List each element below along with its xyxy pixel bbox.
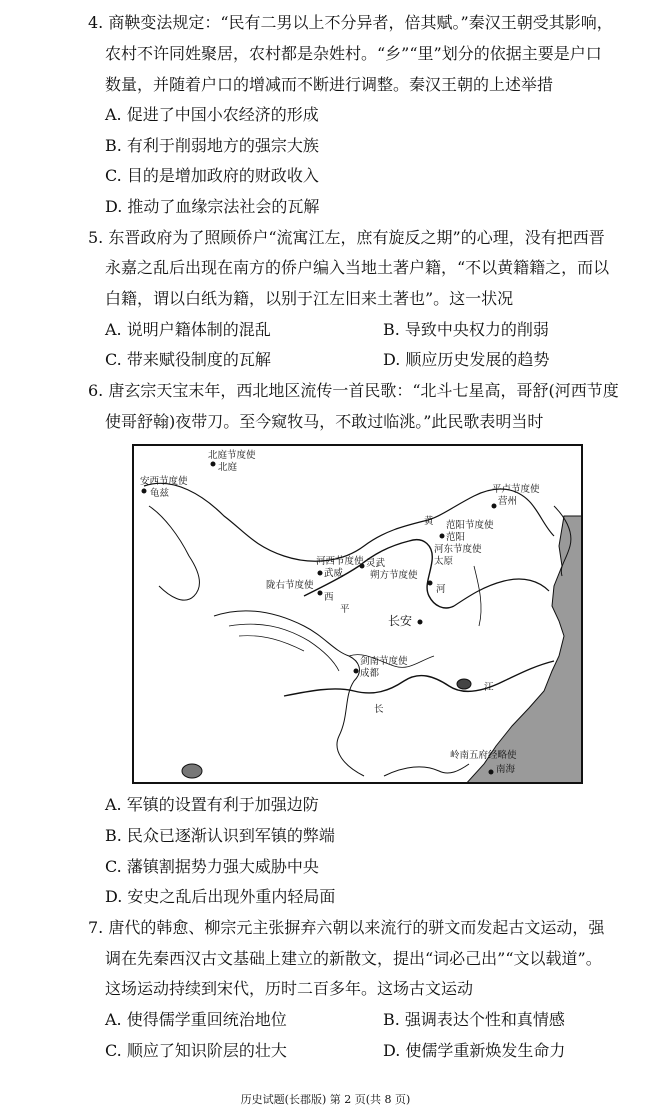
question-7-option-a[interactable]: A. 使得儒学重回统治地位 xyxy=(105,1010,287,1029)
question-7-option-b[interactable]: B. 强调表达个性和真情感 xyxy=(383,1010,565,1029)
question-6-option-c[interactable]: C. 藩镇割据势力强大威胁中央 xyxy=(105,857,319,876)
question-5-option-b[interactable]: B. 导致中央权力的削弱 xyxy=(383,320,549,339)
label-yingzhou: 营州 xyxy=(498,496,518,507)
question-7-option-c[interactable]: C. 顺应了知识阶层的壮大 xyxy=(105,1041,287,1060)
label-huang: 黄 xyxy=(424,516,434,527)
question-6-option-a[interactable]: A. 军镇的设置有利于加强边防 xyxy=(105,795,319,814)
label-pinglu-jiedushi: 平卢节度使 xyxy=(492,484,540,495)
label-wuwei: 武威 xyxy=(324,568,344,579)
label-taiyuan: 太原 xyxy=(434,556,454,567)
label-shuofang-jiedushi: 朔方节度使 xyxy=(370,570,418,581)
label-longyou-jiedushi: 陇右节度使 xyxy=(266,580,314,591)
label-xi: 西 xyxy=(324,592,334,603)
question-4-line-1: 4. 商鞅变法规定：“民有二男以上不分异者，倍其赋。”秦汉王朝受其影响， xyxy=(88,13,613,32)
question-6-option-d[interactable]: D. 安史之乱后出现外重内轻局面 xyxy=(105,887,336,906)
question-7-line-3: 这场运动持续到宋代，历时二百多年。这场古文运动 xyxy=(105,979,474,998)
question-6-line-1: 6. 唐玄宗天宝末年，西北地区流传一首民歌：“北斗七星高，哥舒(河西节度 xyxy=(88,381,619,400)
question-5-option-d[interactable]: D. 顺应历史发展的趋势 xyxy=(383,350,550,369)
label-he: 河 xyxy=(436,584,446,595)
question-4-option-d[interactable]: D. 推动了血缘宗法社会的瓦解 xyxy=(105,197,320,216)
page-footer: 历史试题(长郡版) 第 2 页(共 8 页) xyxy=(240,1093,411,1106)
question-4-line-3: 数量，并随着户口的增减而不断进行调整。秦汉王朝的上述举措 xyxy=(105,75,554,94)
label-jiang: 江 xyxy=(484,682,494,693)
question-7-line-1: 7. 唐代的韩愈、柳宗元主张摒弃六朝以来流行的骈文而发起古文运动，强 xyxy=(88,918,605,937)
question-4-line-2: 农村不许同姓聚居，农村都是杂姓村。“乡”“里”划分的依据主要是户口 xyxy=(105,44,602,63)
label-lingnan-jinglueshi: 岭南五府经略使 xyxy=(450,750,517,761)
label-beiting: 北庭 xyxy=(218,462,238,473)
question-7-line-2: 调在先秦西汉古文基础上建立的新散文，提出“词必己出”“文以载道”。 xyxy=(105,949,602,968)
question-5-option-c[interactable]: C. 带来赋役制度的瓦解 xyxy=(105,350,271,369)
label-hexi-jiedushi: 河西节度使 xyxy=(316,556,364,567)
question-5-option-a[interactable]: A. 说明户籍体制的混乱 xyxy=(105,320,271,339)
label-fanyang-jiedushi: 范阳节度使 xyxy=(446,520,494,531)
question-6-line-2: 使哥舒翰)夜带刀。至今窥牧马，不敢过临洮。”此民歌表明当时 xyxy=(105,412,544,431)
label-hedong-jiedushi: 河东节度使 xyxy=(434,544,482,555)
label-chengdu: 成都 xyxy=(360,668,380,679)
tang-jiedushi-map xyxy=(132,444,583,784)
question-6-option-b[interactable]: B. 民众已逐渐认识到军镇的弊端 xyxy=(105,826,335,845)
question-5-line-2: 永嘉之乱后出现在南方的侨户编入当地土著户籍，“不以黄籍籍之，而以 xyxy=(105,258,610,277)
label-qiuci: 龟兹 xyxy=(150,488,170,499)
label-fanyang: 范阳 xyxy=(446,532,466,543)
label-beiting-jiedushi: 北庭节度使 xyxy=(208,450,256,461)
question-5-line-3: 白籍，谓以白纸为籍，以别于江左旧来土著也”。这一状况 xyxy=(105,289,514,308)
label-chang: 长 xyxy=(374,704,384,715)
question-4-option-b[interactable]: B. 有利于削弱地方的强宗大族 xyxy=(105,136,319,155)
label-nanhai: 南海 xyxy=(496,764,516,775)
label-anxi-jiedushi: 安西节度使 xyxy=(140,476,188,487)
question-4-option-a[interactable]: A. 促进了中国小农经济的形成 xyxy=(105,105,319,124)
question-5-line-1: 5. 东晋政府为了照顾侨户“流寓江左，庶有旋反之期”的心理，没有把西晋 xyxy=(88,228,605,247)
label-jiannan-jiedushi: 剑南节度使 xyxy=(360,656,408,667)
question-4-option-c[interactable]: C. 目的是增加政府的财政收入 xyxy=(105,166,319,185)
question-7-option-d[interactable]: D. 使儒学重新焕发生命力 xyxy=(383,1041,566,1060)
label-lingwu: 灵武 xyxy=(366,558,386,569)
label-ping: 平 xyxy=(340,604,350,615)
label-changan: 长安 xyxy=(388,614,413,628)
